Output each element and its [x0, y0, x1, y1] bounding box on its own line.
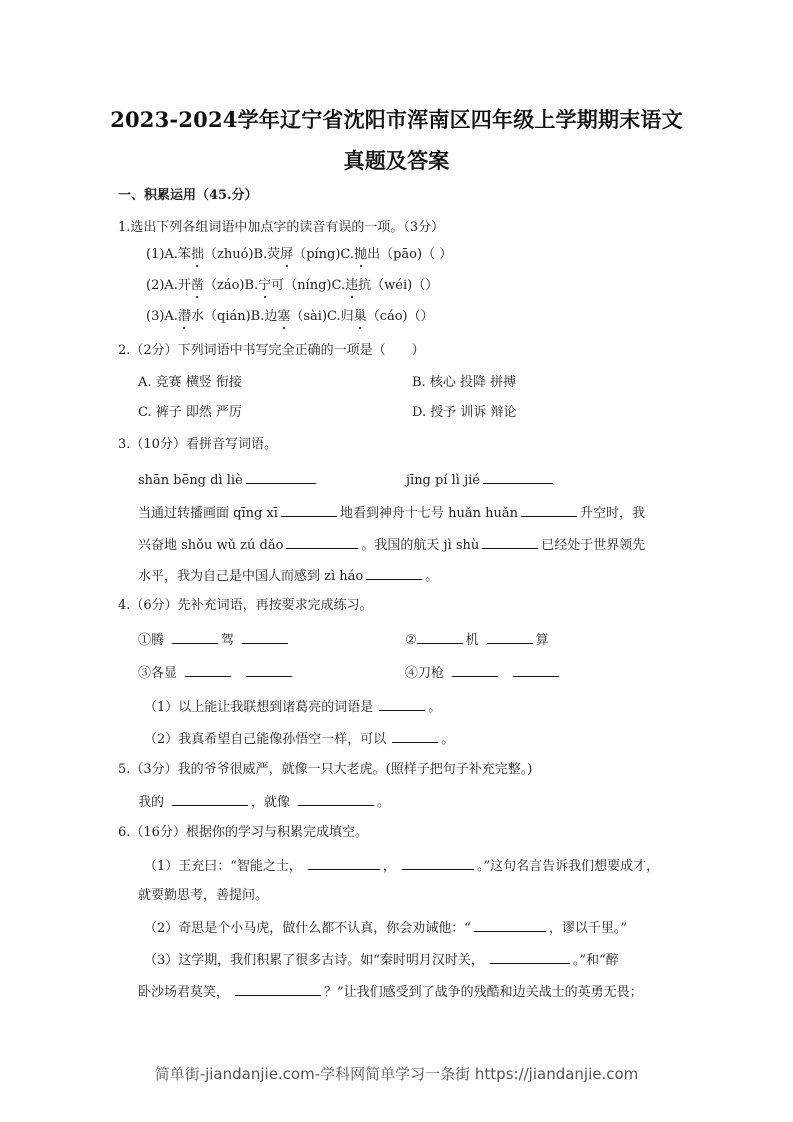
sentence-text: 兴奋地 shǒu wǔ zú dǎo [138, 538, 284, 553]
item-prefix: (3)A. [146, 309, 178, 324]
dotted-char: 抛 [354, 247, 368, 262]
answer-blank[interactable] [242, 631, 288, 644]
idiom-text: ④刀枪 [405, 666, 445, 681]
option-a[interactable]: A. 竞赛 横竖 衔接 [138, 375, 242, 390]
question-6-sub-2 [144, 919, 627, 937]
answer-paren[interactable]: （） [412, 278, 439, 293]
question-3-sentence-1 [138, 504, 645, 522]
sub-question-text: （1）以上能让我联想到诸葛亮的词语是 [144, 700, 374, 715]
question-4-sub-1 [144, 698, 441, 716]
option-d[interactable]: D. 授予 训诉 辩论 [412, 405, 517, 420]
question-3-stem: 3.（10分）看拼音写词语。 [118, 437, 277, 452]
dotted-char: 拙 [190, 247, 204, 262]
answer-paren[interactable]: （ ） [422, 247, 453, 262]
document-title-line2: 真题及答案 [343, 148, 450, 173]
item-prefix: (2)A. [146, 278, 178, 293]
answer-paren[interactable]: （） [407, 309, 434, 324]
pinyin-prompt: shān bēng dì liè [138, 473, 243, 488]
answer-blank[interactable] [521, 504, 577, 517]
sentence-text: 升空时，我 [579, 506, 645, 521]
question-3-sentence-3 [138, 567, 438, 585]
dotted-char: 屏 [280, 247, 294, 262]
word-char: 抗 [358, 278, 372, 293]
document-title-line1: 2023-2024学年辽宁省沈阳市浑南区四年级上学期期末语文 [110, 107, 683, 132]
answer-blank[interactable] [246, 471, 316, 484]
answer-blank[interactable] [298, 793, 374, 806]
word-char: 出 [367, 247, 381, 262]
answer-blank[interactable] [286, 536, 358, 549]
idiom-text: 机 [465, 633, 479, 648]
word-char: 归 [340, 309, 354, 324]
answer-blank[interactable] [474, 919, 546, 932]
answer-blank[interactable] [417, 631, 463, 644]
sentence-text: （1）王充曰：“智能之士， [144, 859, 302, 874]
dotted-char: 塞 [277, 309, 291, 324]
idiom-text: ② [405, 633, 417, 648]
punctuation: ， [382, 859, 396, 874]
word-char: 开 [177, 278, 191, 293]
sentence-text: 我的 [138, 795, 165, 810]
pinyin: （záo)B. [203, 278, 259, 293]
idiom-text: ③各显 [138, 666, 178, 681]
option-c[interactable]: C. 裤子 即然 严厉 [138, 405, 243, 420]
answer-blank[interactable] [281, 504, 337, 517]
question-1-stem: 1.选出下列各组词语中加点字的读音有误的一项。（3分） [118, 220, 445, 235]
sentence-text: ？”让我们感受到了战争的残酷和边关战士的英勇无畏； [324, 985, 643, 1000]
question-5-answer-row [138, 793, 390, 811]
pinyin-prompt: jīng pí lì jié [406, 473, 480, 488]
option-b[interactable]: B. 核心 投降 拼搏 [412, 375, 517, 390]
question-6-sub-3 [144, 951, 619, 969]
sentence-text: 水平，我为自己是中国人而感到 zì háo [138, 569, 364, 584]
section-heading: 一、积累运用（45.分） [118, 188, 258, 203]
pinyin: （qián)B. [203, 309, 265, 324]
question-1-item-1 [146, 247, 452, 263]
answer-blank[interactable] [172, 793, 248, 806]
idiom-text: 算 [535, 633, 549, 648]
dotted-char: 潜 [177, 309, 191, 324]
sentence-text: 卧沙场君莫笑， [138, 985, 230, 1000]
sentence-text: （3）这学期，我们积累了很多古诗。如“秦时明月汉时关， [144, 953, 484, 968]
pinyin: （zhuó)B. [203, 247, 268, 262]
idiom-text: ①腾 [138, 633, 165, 648]
idiom-3 [138, 664, 295, 682]
answer-blank[interactable] [482, 536, 538, 549]
sentence-text: 。我国的航天 jì shù [361, 538, 480, 553]
sentence-text: 地看到神舟十七号 huǎn huǎn [339, 506, 518, 521]
idiom-1 [138, 631, 291, 649]
answer-blank[interactable] [185, 664, 231, 677]
question-3-sentence-2 [138, 536, 645, 554]
answer-blank[interactable] [235, 983, 321, 996]
idiom-4 [405, 664, 562, 682]
idiom-2 [405, 631, 549, 649]
dotted-char: 违 [345, 278, 359, 293]
word-char: 水 [190, 309, 204, 324]
answer-blank[interactable] [487, 631, 533, 644]
punctuation: 。 [377, 795, 391, 810]
pinyin: （píng)C. [293, 247, 355, 262]
question-4-sub-2 [144, 730, 454, 748]
answer-blank[interactable] [402, 857, 474, 870]
dotted-char: 凿 [190, 278, 204, 293]
question-6-sub-1-cont: 就要勤思考，善提问。 [138, 888, 269, 903]
dotted-char: 宁 [258, 278, 272, 293]
answer-blank[interactable] [452, 664, 498, 677]
answer-blank[interactable] [490, 951, 570, 964]
question-1-item-3 [146, 309, 434, 325]
question-5-stem: 5.（3分）我的爷爷很威严，就像一只大老虎。(照样子把句子补充完整。) [118, 762, 533, 777]
sentence-text: 。”和“醉 [572, 953, 619, 968]
sentence-text: 。”这句名言告诉我们想要成才， [476, 859, 660, 874]
pinyin: （wéi) [371, 278, 413, 293]
pinyin-row [406, 471, 556, 489]
question-6-stem: 6.（16分）根据你的学习与积累完成填空。 [118, 825, 368, 840]
sentence-text: 。 [425, 569, 439, 584]
pinyin: （sài)C. [290, 309, 341, 324]
answer-blank[interactable] [379, 698, 425, 711]
question-1-item-2 [146, 278, 438, 294]
answer-blank[interactable] [172, 631, 218, 644]
word-char: 荧 [267, 247, 281, 262]
idiom-text: 驾 [221, 633, 235, 648]
answer-blank[interactable] [246, 664, 292, 677]
answer-blank[interactable] [483, 471, 553, 484]
pinyin: （pāo) [380, 247, 423, 262]
sentence-text: 已经处于世界领先 [541, 538, 646, 553]
sub-question-text: （2）我真希望自己能像孙悟空一样，可以 [144, 732, 387, 747]
sentence-text: ，谬以千里。” [548, 921, 628, 936]
word-char: 笨 [177, 247, 191, 262]
sentence-text: （2）奇思是个小马虎，做什么都不认真，你会劝诫他：“ [144, 921, 471, 936]
word-char: 边 [264, 309, 278, 324]
pinyin-row [138, 471, 319, 489]
punctuation: 。 [441, 732, 455, 747]
question-6-sub-1 [144, 857, 659, 875]
answer-blank[interactable] [392, 730, 438, 743]
pinyin: （cáo) [366, 309, 408, 324]
pinyin: （níng)C. [284, 278, 346, 293]
item-prefix: (1)A. [146, 247, 178, 262]
sentence-text: ，就像 [251, 795, 291, 810]
question-6-sub-3-cont [138, 983, 643, 1001]
question-2-stem: 2.（2分）下列词语中书写完全正确的一项是（ ） [118, 343, 425, 358]
watermark-footer: 简单街-jiandanjie.com-学科网简单学习一条街 https://jiandanjie.com [154, 1065, 639, 1083]
sentence-text: 当通过转播画面 qīng xī [138, 506, 278, 521]
question-4-stem: 4.（6分）先补充词语，再按要求完成练习。 [118, 598, 373, 613]
word-char: 可 [271, 278, 285, 293]
punctuation: 。 [428, 700, 442, 715]
dotted-char: 巢 [353, 309, 367, 324]
answer-blank[interactable] [308, 857, 380, 870]
answer-blank[interactable] [513, 664, 559, 677]
answer-blank[interactable] [366, 567, 422, 580]
